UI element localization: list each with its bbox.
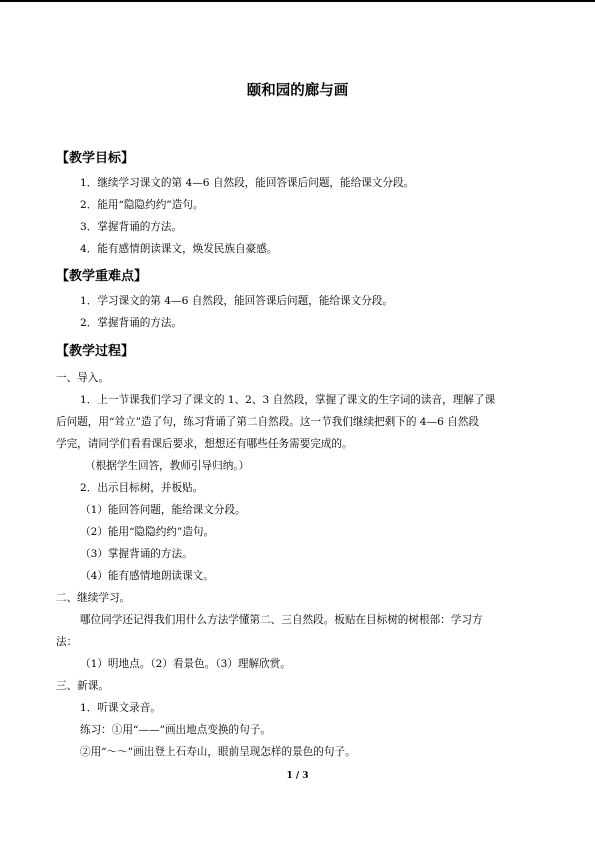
process-line: 一、导入。 bbox=[56, 372, 109, 384]
process-line: （根据学生回答，教师引导归纳。） bbox=[85, 460, 250, 472]
page-number: 1 / 3 bbox=[286, 771, 309, 781]
heading-teaching-process: 【教学过程】 bbox=[56, 344, 135, 359]
process-line: （1）明地点。（2）看景色。（3）理解欣赏。 bbox=[80, 658, 291, 670]
process-line: （2）能用“隐隐约约”造句。 bbox=[80, 526, 215, 538]
process-line: 1．听课文录音。 bbox=[80, 702, 161, 714]
key-point-item: 2．掌握背诵的方法。 bbox=[80, 317, 183, 329]
process-line: 练习：①用“——”画出地点变换的句子。 bbox=[80, 724, 271, 736]
process-line: ②用“～～”画出登上石寿山，眼前呈现怎样的景色的句子。 bbox=[80, 746, 356, 758]
process-line: 2．出示目标树，并板贴。 bbox=[80, 482, 204, 494]
process-line: 后问题，用“耸立”造了句，练习背诵了第二自然段。这一节我们继续把剩下的 4—6 自然段 bbox=[56, 416, 480, 428]
process-line: （4）能有感情地朗读课文。 bbox=[80, 570, 214, 582]
key-point-item: 1．学习课文的第 4—6 自然段，能回答课后问题，能给课文分段。 bbox=[80, 295, 393, 307]
goal-item: 4．能有感情朗读课文，焕发民族自豪感。 bbox=[80, 243, 278, 255]
process-line: （1）能回答问题，能给课文分段。 bbox=[80, 504, 246, 516]
process-line: 学完，请同学们看看课后要求，想想还有哪些任务需要完成的。 bbox=[56, 438, 353, 450]
process-line: 哪位同学还记得我们用什么方法学懂第二、三自然段。板贴在目标树的树根部：学习方 bbox=[80, 614, 483, 626]
heading-key-points: 【教学重难点】 bbox=[56, 269, 148, 284]
goal-item: 3．掌握背诵的方法。 bbox=[80, 221, 183, 233]
goal-item: 1．继续学习课文的第 4—6 自然段，能回答课后问题，能给课文分段。 bbox=[80, 177, 415, 189]
process-line: （3）掌握背诵的方法。 bbox=[80, 548, 193, 560]
heading-teaching-goals: 【教学目标】 bbox=[56, 151, 135, 166]
process-line: 二、继续学习。 bbox=[56, 592, 131, 604]
header-rule bbox=[0, 0, 595, 2]
process-line: 法： bbox=[56, 636, 78, 648]
goal-item: 2．能用“隐隐约约”造句。 bbox=[80, 199, 204, 211]
process-line: 三、新课。 bbox=[56, 680, 109, 692]
process-line: 1．上一节课我们学习了课文的 1、2、3 自然段，掌握了课文的生字词的读音，理解了课 bbox=[80, 394, 496, 406]
document-title: 颐和园的廊与画 bbox=[246, 83, 349, 99]
